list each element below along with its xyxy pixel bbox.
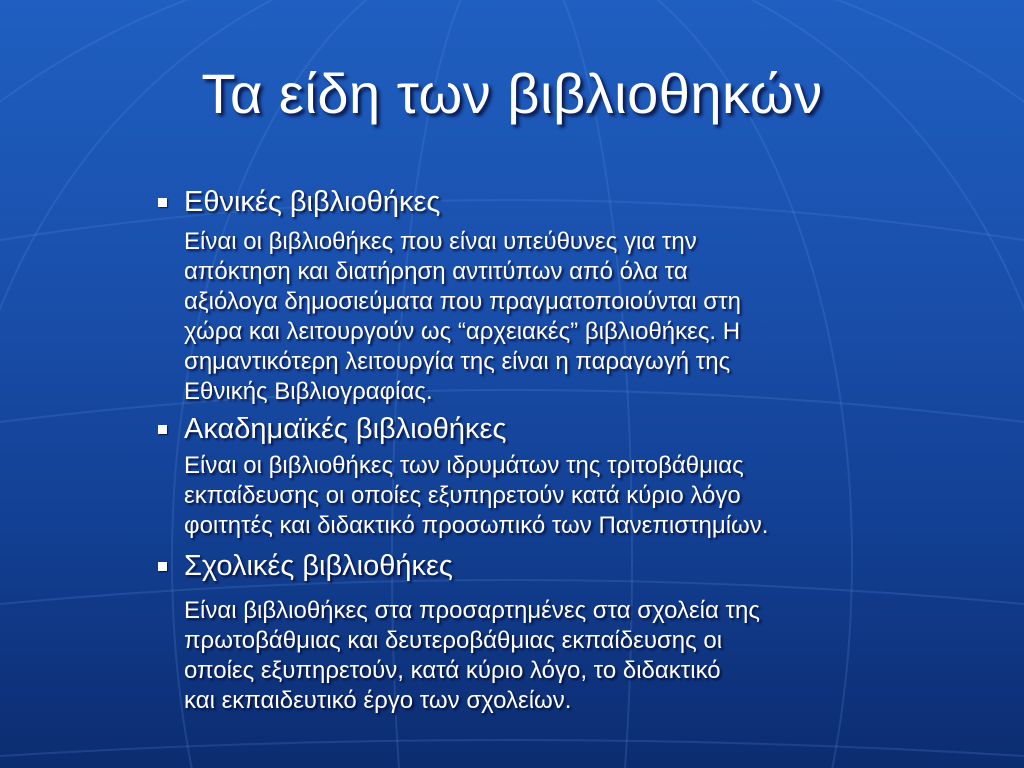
- square-bullet-icon: [158, 425, 167, 434]
- bullet-heading-row: [157, 184, 977, 220]
- bullet-heading: Εθνικές βιβλιοθήκες: [184, 186, 441, 218]
- bullet-description: Είναι βιβλιοθήκες στα προσαρτημένες στα σχολεία της πρωτοβάθμιας και δευτεροβάθμιας εκπαίδευσης οι οποίες εξυπηρετούν, κατά κύριο λόγο, το διδακτικό και εκπαιδευτικό έργο των σχολείων.: [184, 597, 760, 714]
- slide-title: Τα είδη των βιβλιοθηκών: [201, 62, 823, 125]
- square-bullet-icon: [158, 562, 167, 571]
- bullet-heading-row: [157, 548, 977, 584]
- list-item-school-libraries: [157, 548, 977, 716]
- bullet-description: Είναι οι βιβλιοθήκες που είναι υπεύθυνες για την απόκτηση και διατήρηση αντιτύπων από όλα τα αξιόλογα δημοσιεύματα που πραγματοποιούνται στη χώρα και λειτουργούν ως “αρχειακές” βιβλιοθήκες. Η σημαντικότερη λειτουργία της είναι η παραγωγή της Εθνικής Βιβλιογραφίας.: [184, 228, 741, 405]
- bullet-list: [157, 184, 977, 716]
- list-item-academic-libraries: [157, 411, 977, 541]
- bullet-description: Είναι οι βιβλιοθήκες των ιδρυμάτων της τριτοβάθμιας εκπαίδευσης οι οποίες εξυπηρετούν κατά κύριο λόγο φοιτητές και διδακτικό προσωπικό των Πανεπιστημίων.: [184, 452, 769, 539]
- square-bullet-icon: [158, 198, 167, 207]
- bullet-heading: Σχολικές βιβλιοθήκες: [184, 550, 453, 582]
- bullet-heading: Ακαδημαϊκές βιβλιοθήκες: [184, 413, 507, 445]
- list-item-national-libraries: [157, 184, 977, 407]
- bullet-heading-row: [157, 411, 977, 447]
